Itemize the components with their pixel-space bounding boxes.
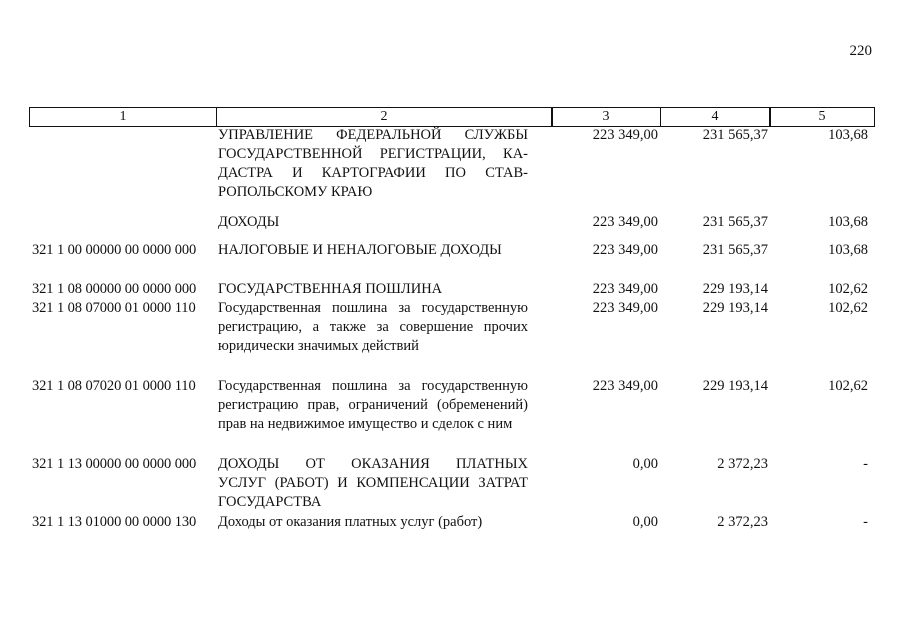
row-value-col5: 103,68 [828, 242, 868, 258]
row-name-line: ДАСТРА И КАРТОГРАФИИ ПО СТАВ- [218, 165, 528, 181]
row-name-line: регистрацию, а также за совершение прочих [218, 319, 528, 335]
row-value-col4: 229 193,14 [702, 378, 768, 394]
row-name [218, 126, 528, 202]
row-name-line: ГОСУДАРСТВЕННАЯ ПОШЛИНА [218, 281, 443, 297]
header-col-2: 2 [216, 107, 553, 127]
row-name [218, 377, 528, 434]
row-value-col4: 231 565,37 [702, 214, 768, 230]
row-value-col3: 223 349,00 [592, 127, 658, 143]
row-value-col4: 231 565,37 [702, 127, 768, 143]
row-code: 321 1 13 00000 00 0000 000 [32, 456, 197, 472]
row-value-col5: 103,68 [828, 127, 868, 143]
row-name-line: юридически значимых действий [218, 338, 419, 354]
row-code: 321 1 08 07000 01 0000 110 [32, 300, 196, 316]
row-name [218, 280, 528, 299]
row-name-line: регистрацию прав, ограничений (обременений) [218, 397, 528, 413]
row-value-col4: 2 372,23 [717, 514, 768, 530]
row-value-col4: 2 372,23 [717, 456, 768, 472]
row-value-col4: 229 193,14 [702, 300, 768, 316]
row-name [218, 241, 528, 260]
row-name-line: Государственная пошлина за государственную [218, 378, 528, 394]
row-value-col5: - [863, 514, 868, 530]
row-value-col5: 102,62 [828, 281, 868, 297]
row-name-line: УСЛУГ (РАБОТ) И КОМПЕНСАЦИИ ЗАТРАТ [218, 475, 528, 491]
row-name-line: ДОХОДЫ ОТ ОКАЗАНИЯ ПЛАТНЫХ [218, 456, 528, 472]
row-name-line: прав на недвижимое имущество и сделок с ним [218, 416, 513, 432]
row-code: 321 1 08 07020 01 0000 110 [32, 378, 196, 394]
row-name-line: ГОСУДАРСТВЕННОЙ РЕГИСТРАЦИИ, КА- [218, 146, 528, 162]
row-value-col3: 223 349,00 [592, 242, 658, 258]
row-name [218, 299, 528, 356]
row-name-line: ГОСУДАРСТВА [218, 494, 322, 510]
row-name-line: РОПОЛЬСКОМУ КРАЮ [218, 184, 373, 200]
row-name-line: УПРАВЛЕНИЕ ФЕДЕРАЛЬНОЙ СЛУЖБЫ [218, 127, 528, 143]
row-value-col3: 223 349,00 [592, 300, 658, 316]
row-value-col5: - [863, 456, 868, 472]
header-col-3: 3 [551, 107, 661, 127]
row-value-col3: 0,00 [632, 456, 658, 472]
row-name-line: ДОХОДЫ [218, 214, 280, 230]
row-value-col3: 223 349,00 [592, 214, 658, 230]
page-number: 220 [849, 43, 872, 59]
row-value-col5: 102,62 [828, 378, 868, 394]
row-code: 321 1 08 00000 00 0000 000 [32, 281, 197, 297]
row-value-col3: 0,00 [632, 514, 658, 530]
header-col-1: 1 [29, 107, 217, 127]
header-col-4: 4 [660, 107, 771, 127]
row-name-line: НАЛОГОВЫЕ И НЕНАЛОГОВЫЕ ДОХОДЫ [218, 242, 502, 258]
row-code: 321 1 00 00000 00 0000 000 [32, 242, 197, 258]
row-name [218, 455, 528, 512]
row-value-col3: 223 349,00 [592, 378, 658, 394]
row-name [218, 213, 528, 232]
row-name-line: Государственная пошлина за государственную [218, 300, 528, 316]
row-name-line: Доходы от оказания платных услуг (работ) [218, 514, 483, 530]
row-value-col4: 229 193,14 [702, 281, 768, 297]
row-value-col4: 231 565,37 [702, 242, 768, 258]
row-value-col5: 102,62 [828, 300, 868, 316]
row-code: 321 1 13 01000 00 0000 130 [32, 514, 197, 530]
header-col-5: 5 [769, 107, 875, 127]
row-name [218, 513, 528, 532]
row-value-col5: 103,68 [828, 214, 868, 230]
row-value-col3: 223 349,00 [592, 281, 658, 297]
